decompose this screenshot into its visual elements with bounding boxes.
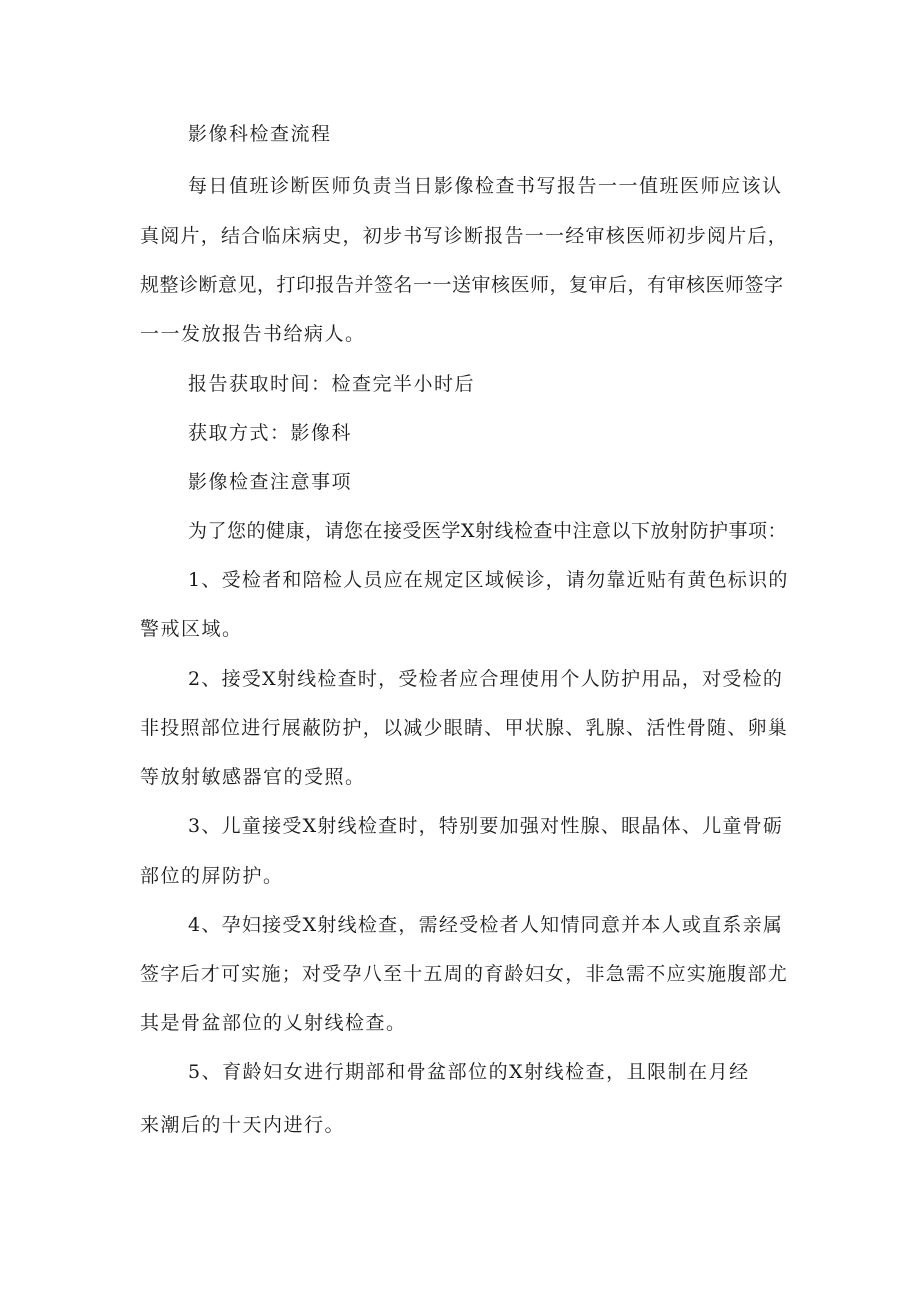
- item-2-line: 2、接受X射线检查时，受检者应合理使用个人防护用品，对受检的: [188, 668, 784, 690]
- item-4-line: 签字后才可实施；对受孕八至十五周的育龄妇女，非急需不应实施腹部尤: [140, 963, 789, 985]
- paragraph-line: 规整诊断意见，打印报告并签名一一送审核医师，复审后，有审核医师签字: [140, 274, 784, 296]
- paragraph-line: 一一发放报告书给病人。: [140, 323, 366, 345]
- retrieval-method-line: 获取方式：影像科: [188, 422, 353, 444]
- paragraph-line: 真阅片，结合临床病史，初步书写诊断报告一一经审核医师初步阅片后，: [140, 225, 789, 247]
- intro-line: 为了您的健康，请您在接受医学X射线检查中注意以下放射防护事项：: [188, 520, 788, 542]
- item-2-line: 非投照部位进行展蔽防护，以减少眼睛、甲状腺、乳腺、活性骨随、卵巢: [140, 717, 789, 739]
- item-2-line: 等放射敏感器官的受照。: [140, 766, 366, 788]
- paragraph-line: 每日值班诊断医师负责当日影像检查书写报告一一值班医师应该认: [188, 175, 783, 197]
- item-5-line: 5、育龄妇女进行期部和骨盆部位的X射线检查，且限制在月经: [188, 1061, 750, 1083]
- item-4-line: 其是骨盆部位的乂射线检查。: [140, 1012, 407, 1034]
- section-title-process: 影像科检查流程: [188, 123, 332, 145]
- item-3-line: 3、儿童接受X射线检查时，特别要加强对性腺、眼晶体、儿童骨砺: [188, 815, 784, 837]
- item-1-line: 1、受检者和陪检人员应在规定区域候诊，请勿靠近贴有黄色标识的: [188, 569, 789, 591]
- item-3-line: 部位的屏防护。: [140, 865, 284, 887]
- item-4-line: 4、孕妇接受X射线检查，需经受检者人知情同意并本人或直系亲属: [188, 914, 784, 936]
- section-title-notes: 影像检查注意事项: [188, 471, 353, 493]
- report-time-line: 报告获取时间：检查完半小时后: [188, 373, 476, 395]
- item-1-line: 警戒区域。: [140, 618, 243, 640]
- item-5-line: 来潮后的十天内进行。: [140, 1114, 346, 1136]
